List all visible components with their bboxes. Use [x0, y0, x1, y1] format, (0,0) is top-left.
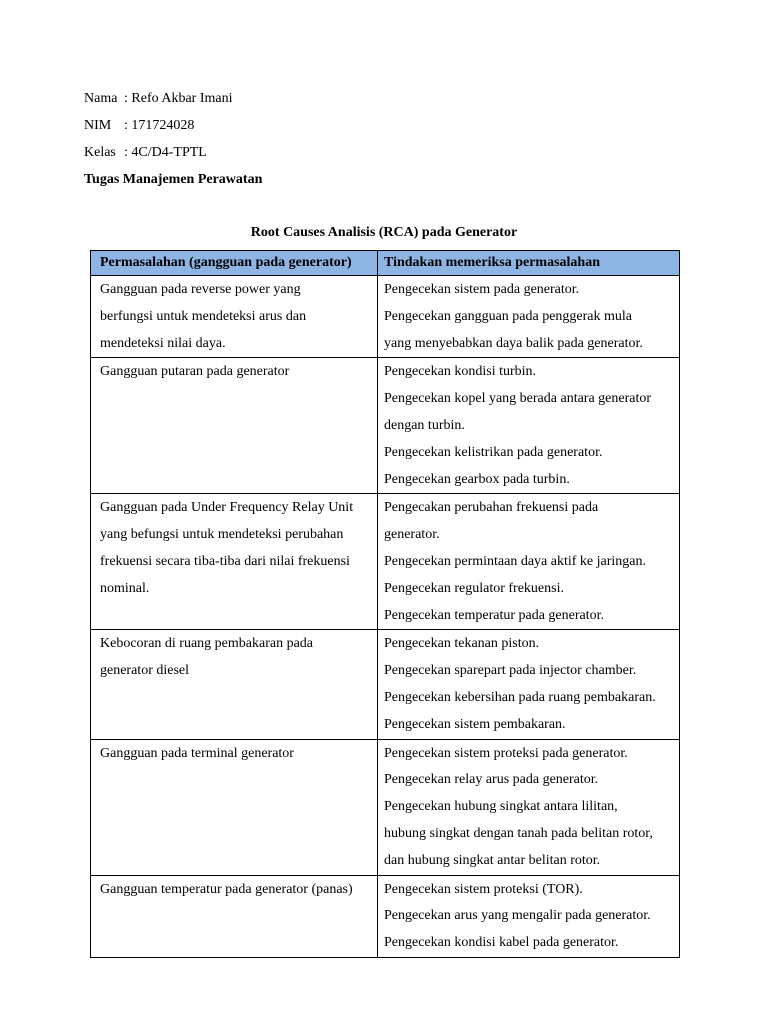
table-row: [91, 358, 680, 494]
actions-cell: [378, 630, 680, 739]
action-line: Pengecekan kondisi turbin.: [384, 364, 537, 380]
problem-cell: [91, 276, 378, 358]
name-row: [84, 88, 684, 115]
nim-value: : 171724028: [124, 118, 195, 133]
action-line: Pengecekan kopel yang berada antara generator: [384, 391, 652, 407]
table-row: [91, 875, 680, 957]
problem-line: nominal.: [100, 580, 150, 596]
table-row: [91, 630, 680, 739]
class-value: : 4C/D4-TPTL: [124, 145, 207, 160]
action-line: yang menyebabkan daya balik pada generator.: [384, 335, 643, 351]
action-line: dan hubung singkat antar belitan rotor.: [384, 852, 601, 868]
actions-cell: [378, 276, 680, 358]
action-line: Pengecekan tekanan piston.: [384, 636, 540, 652]
name-value: : Refo Akbar Imani: [124, 91, 233, 106]
action-line: generator.: [384, 527, 440, 543]
student-info: [84, 88, 684, 196]
action-line: Pengecekan sistem proteksi (TOR).: [384, 881, 583, 897]
name-label: Nama: [84, 91, 118, 106]
action-line: Pengecekan regulator frekuensi.: [384, 580, 564, 596]
action-line: Pengecekan permintaan daya aktif ke jaringan.: [384, 553, 646, 569]
header-actions: Tindakan memeriksa permasalahan: [378, 251, 680, 276]
problem-line: berfungsi untuk mendeteksi arus dan: [100, 308, 307, 324]
action-line: Pengecekan sparepart pada injector chamber.: [384, 663, 637, 679]
problem-line: generator diesel: [100, 663, 190, 679]
problem-line: Gangguan pada reverse power yang: [100, 282, 301, 297]
problem-line: Gangguan pada terminal generator: [100, 745, 294, 761]
table-header-row: [91, 251, 680, 276]
action-line: Pengecekan hubung singkat antara lilitan,: [384, 799, 618, 815]
class-row: [84, 142, 684, 169]
action-line: Pengecekan gangguan pada penggerak mula: [384, 308, 633, 324]
action-line: Pengecekan sistem pembakaran.: [384, 716, 566, 732]
problem-cell: [91, 630, 378, 739]
header-problem: Permasalahan (gangguan pada generator): [91, 251, 378, 276]
rca-table: [90, 250, 680, 958]
table-row: [91, 494, 680, 630]
table-row: [91, 739, 680, 875]
document-title: Root Causes Analisis (RCA) pada Generator: [250, 225, 518, 240]
problem-line: yang befungsi untuk mendeteksi perubahan: [100, 527, 344, 543]
problem-cell: [91, 875, 378, 957]
action-line: Pengecekan relay arus pada generator.: [384, 772, 599, 788]
actions-cell: [378, 358, 680, 494]
problem-line: frekuensi secara tiba-tiba dari nilai frekuensi: [100, 553, 350, 569]
problem-cell: [91, 494, 378, 630]
problem-line: Gangguan pada Under Frequency Relay Unit: [100, 500, 354, 516]
class-label: Kelas: [84, 145, 116, 160]
nim-row: [84, 115, 684, 142]
action-line: Pengecekan sistem proteksi pada generator.: [384, 745, 628, 761]
problem-line: Kebocoran di ruang pembakaran pada: [100, 636, 314, 652]
action-line: Pengecakan perubahan frekuensi pada: [384, 500, 599, 516]
assignment-title: Tugas Manajemen Perawatan: [84, 172, 263, 187]
table-row: [91, 276, 680, 358]
actions-cell: [378, 739, 680, 875]
actions-cell: [378, 875, 680, 957]
problem-cell: [91, 358, 378, 494]
action-line: Pengecekan kelistrikan pada generator.: [384, 444, 603, 460]
nim-label: NIM: [84, 118, 112, 133]
problem-cell: [91, 739, 378, 875]
action-line: Pengecekan kebersihan pada ruang pembakaran.: [384, 689, 656, 705]
action-line: Pengecekan kondisi kabel pada generator.: [384, 935, 619, 951]
action-line: Pengecekan arus yang mengalir pada generator.: [384, 908, 651, 924]
actions-cell: [378, 494, 680, 630]
problem-line: mendeteksi nilai daya.: [100, 335, 226, 351]
problem-line: Gangguan temperatur pada generator (panas): [100, 881, 353, 897]
problem-line: Gangguan putaran pada generator: [100, 364, 290, 380]
action-line: Pengecekan gearbox pada turbin.: [384, 471, 570, 487]
action-line: hubung singkat dengan tanah pada belitan rotor,: [384, 825, 653, 841]
table-body: [91, 276, 680, 958]
action-line: Pengecekan temperatur pada generator.: [384, 607, 605, 623]
action-line: dengan turbin.: [384, 417, 465, 433]
action-line: Pengecekan sistem pada generator.: [384, 282, 580, 297]
